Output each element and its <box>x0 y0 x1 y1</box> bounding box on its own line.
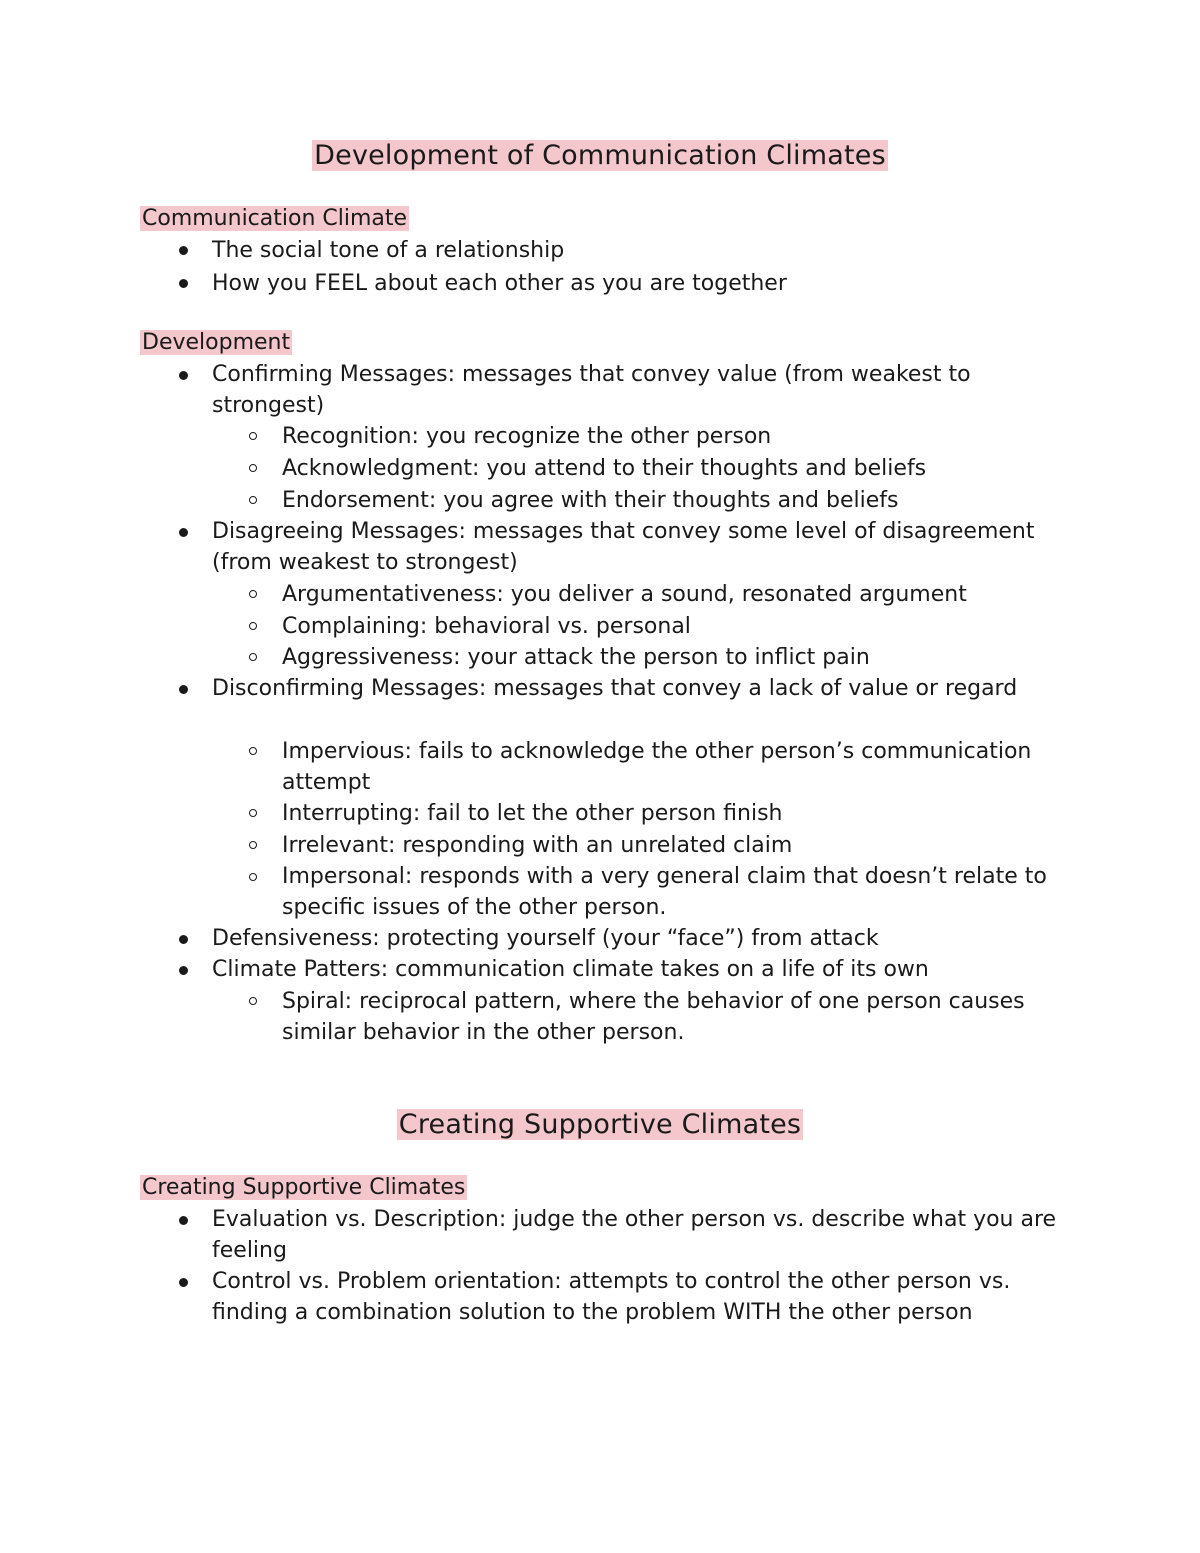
sub-bullet-icon <box>249 997 257 1005</box>
list-item-disagreeing: Disagreeing Messages: messages that convey some level of disagreement (from weakest to strongest) <box>212 519 1035 575</box>
sub-bullet-icon <box>249 653 257 661</box>
sub-bullet-icon <box>249 496 257 504</box>
sub-list-item: Interrupting: fail to let the other person finish <box>282 801 783 826</box>
sub-bullet-icon <box>249 841 257 849</box>
sub-list-item: Recognition: you recognize the other person <box>282 424 772 449</box>
sub-bullet-icon <box>249 464 257 472</box>
sub-list-item: Impersonal: responds with a very general claim that doesn’t relate to specific issues of the other person. <box>282 864 1047 920</box>
list-item-climate-patterns: Climate Patters: communication climate takes on a life of its own <box>212 957 929 982</box>
sub-bullet-icon <box>249 747 257 755</box>
list-item: Control vs. Problem orientation: attempts to control the other person vs. finding a combination solution to the problem WITH the other person <box>212 1269 1011 1325</box>
bullet-icon <box>179 1278 188 1287</box>
section-title-supportive-climates <box>0 1108 1200 1142</box>
list-item: How you FEEL about each other as you are together <box>212 271 787 296</box>
list-item: Evaluation vs. Description: judge the other person vs. describe what you are feeling <box>212 1207 1057 1263</box>
sub-list-item: Endorsement: you agree with their thoughts and beliefs <box>282 488 899 513</box>
list-item-confirming: Confirming Messages: messages that convey value (from weakest to strongest) <box>212 362 971 418</box>
sub-bullet-icon <box>249 622 257 630</box>
bullet-icon <box>179 371 188 380</box>
bullet-icon <box>179 685 188 694</box>
heading-development: Development <box>142 330 291 355</box>
bullet-icon <box>179 246 188 255</box>
bullet-icon <box>179 966 188 975</box>
bullet-icon <box>179 528 188 537</box>
sub-list-item: Spiral: reciprocal pattern, where the behavior of one person causes similar behavior in the other person. <box>282 989 1025 1045</box>
list-item: The social tone of a relationship <box>212 238 565 263</box>
section-title-communication-climates <box>0 139 1200 173</box>
bullet-icon <box>179 1216 188 1225</box>
section-title-text: Development of Communication Climates <box>314 140 886 171</box>
sub-bullet-icon <box>249 809 257 817</box>
sub-list-item: Acknowledgment: you attend to their thoughts and beliefs <box>282 456 927 481</box>
sub-bullet-icon <box>249 873 257 881</box>
section-title-text: Creating Supportive Climates <box>398 1109 802 1140</box>
sub-bullet-icon <box>249 432 257 440</box>
sub-list-item: Impervious: fails to acknowledge the other person’s communication attempt <box>282 739 1032 795</box>
bullet-icon <box>179 279 188 288</box>
sub-bullet-icon <box>249 590 257 598</box>
sub-list-item: Argumentativeness: you deliver a sound, resonated argument <box>282 582 967 607</box>
heading-communication-climate: Communication Climate <box>142 206 408 231</box>
list-item-defensiveness: Defensiveness: protecting yourself (your “face”) from attack <box>212 926 879 951</box>
list-item-disconfirming: Disconfirming Messages: messages that convey a lack of value or regard <box>212 676 1018 701</box>
bullet-icon <box>179 935 188 944</box>
heading-creating-supportive-climates: Creating Supportive Climates <box>142 1175 466 1200</box>
sub-list-item: Irrelevant: responding with an unrelated claim <box>282 833 793 858</box>
sub-list-item: Complaining: behavioral vs. personal <box>282 614 691 639</box>
sub-list-item: Aggressiveness: your attack the person to inflict pain <box>282 645 870 670</box>
